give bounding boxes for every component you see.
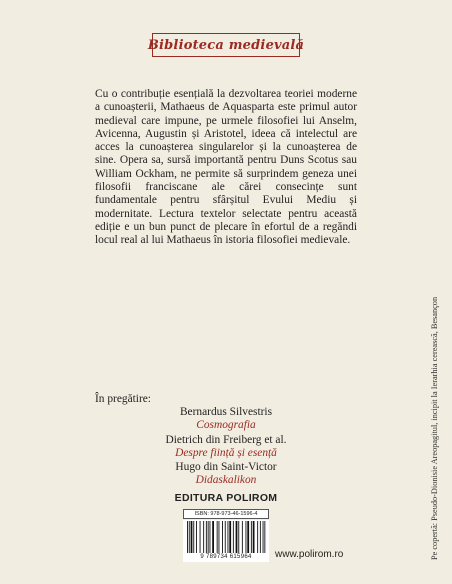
barcode-bar bbox=[212, 521, 214, 553]
barcode-bar bbox=[217, 521, 218, 553]
series-label-frame bbox=[147, 33, 305, 57]
barcode-bar bbox=[206, 521, 207, 553]
upcoming-title-2: Despre ființă și esență bbox=[175, 447, 277, 459]
barcode-bar bbox=[225, 521, 226, 553]
barcode-bar bbox=[251, 521, 252, 553]
barcode-bar bbox=[196, 521, 197, 553]
barcode-bar bbox=[233, 521, 234, 553]
upcoming-author-2: Dietrich din Freiberg et al. bbox=[165, 434, 287, 446]
barcode-digits: 9 789734 615964 bbox=[200, 554, 252, 560]
barcode-bar bbox=[203, 521, 204, 553]
barcode-bar bbox=[222, 521, 223, 553]
barcode-bar bbox=[187, 521, 188, 553]
barcode-bar bbox=[210, 521, 211, 553]
isbn-label: ISBN: 978-973-46-1596-4 bbox=[183, 509, 269, 519]
barcode-bar bbox=[229, 521, 231, 553]
barcode-bar bbox=[257, 521, 258, 553]
barcode-bar bbox=[200, 521, 201, 553]
upcoming-title-3: Didaskalikon bbox=[195, 474, 257, 486]
upcoming-author-1: Bernardus Silvestris bbox=[179, 406, 273, 418]
barcode-bar bbox=[242, 521, 243, 553]
barcode-bar bbox=[236, 521, 238, 553]
barcode-bar bbox=[260, 521, 261, 553]
upcoming-title-1: Cosmografia bbox=[196, 419, 256, 431]
barcode-bar bbox=[246, 521, 247, 553]
publisher-website: www.polirom.ro bbox=[275, 549, 344, 560]
barcode-bar bbox=[219, 521, 220, 553]
barcode-bar bbox=[238, 521, 239, 553]
cover-image-caption: Pe copertă: Pseudo-Dionisie Areopagitul, incipit la Ierarhia cerească, Besançon bbox=[430, 296, 439, 560]
barcode-bar bbox=[208, 521, 209, 553]
upcoming-heading: În pregătire: bbox=[95, 393, 151, 405]
barcode-bar bbox=[247, 521, 249, 553]
barcode-bar bbox=[193, 521, 194, 553]
barcode-bar bbox=[263, 521, 264, 553]
barcode-bar bbox=[228, 521, 229, 553]
barcode-bar bbox=[253, 521, 255, 553]
barcode-bars bbox=[183, 520, 269, 554]
series-title: Biblioteca medievală bbox=[147, 37, 305, 53]
barcode-bar bbox=[191, 521, 193, 553]
barcode-bar bbox=[189, 521, 190, 553]
barcode-bar bbox=[264, 521, 265, 553]
barcode bbox=[183, 520, 269, 562]
upcoming-author-3: Hugo din Saint-Victor bbox=[175, 461, 277, 473]
publisher-name: EDITURA POLIROM bbox=[174, 492, 278, 504]
blurb-paragraph: Cu o contribuție esențială la dezvoltarea teoriei moderne a cunoașterii, Mathaeus de Aquasparta este primul autor medieval care impune, pe urmele filosofiei lui Anselm, Avicenna, Augustin și Aristotel, ideea că intelectul are acces la cunoașterea singularelor și la cunoașterea de sine. Opera sa, sursă importantă pentru Duns Scotus sau William Ockham, ne permite să surprindem geneza unei filosofii franciscane ale cărei consecințe sunt fundamentale pentru sfârșitul Evului Mediu și modernitate. Lectura textelor selectate pentru această ediție e un bun punct de plecare în efortul de a regăndi locul real al lui Mathaeus în istoria filosofiei medievale. bbox=[95, 88, 357, 247]
